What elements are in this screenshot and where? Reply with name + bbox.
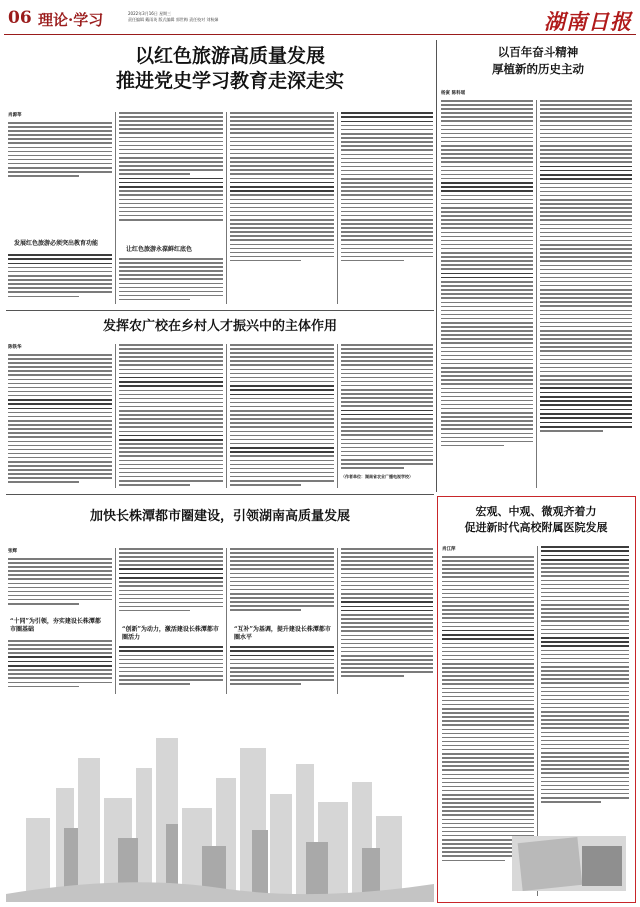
article-4-column-2b	[119, 646, 223, 692]
article-1-headline-line-1: 以红色旅游高质量发展	[134, 45, 325, 67]
masthead	[4, 6, 636, 35]
article-1-subhead-1: 发展红色旅游必须突出教育功能	[14, 240, 99, 247]
masthead-editors: 责任编辑 戴雨英 版式编辑 郭世梅 责任校对 刘秋娣	[128, 17, 219, 22]
article-5-byline: 肖江萍	[442, 547, 456, 552]
article-4-column-2	[119, 548, 223, 618]
article-4-column-4	[341, 548, 433, 692]
article-5-photo	[512, 836, 626, 891]
section-rule	[6, 310, 434, 311]
article-1-column-1b	[8, 254, 112, 302]
article-3-headline: 发挥农广校在乡村人才振兴中的主体作用	[102, 319, 337, 334]
article-1-headline	[40, 44, 420, 94]
article-5-headline	[440, 504, 632, 536]
article-1-column-2b	[119, 258, 223, 304]
section-title: 理论·学习	[38, 11, 104, 29]
masthead-info	[128, 11, 338, 23]
column-divider	[115, 548, 116, 694]
article-1-column-3	[230, 112, 334, 304]
article-4-byline: 张辉	[8, 549, 17, 554]
column-divider	[226, 548, 227, 694]
article-2-headline-line-2: 厚植新的历史主动	[492, 62, 584, 76]
section-divider	[436, 40, 437, 492]
article-4-headline: 加快长株潭都市圈建设，引领湖南高质量发展	[89, 509, 350, 524]
photo-background	[582, 846, 622, 886]
article-4-column-1b	[8, 640, 112, 692]
article-1-column-4	[341, 112, 433, 304]
article-3-column-3	[230, 344, 334, 486]
column-divider	[226, 344, 227, 488]
section-rule	[6, 494, 434, 495]
article-4-column-3b	[230, 646, 334, 692]
column-divider	[536, 100, 537, 488]
city-skyline-illustration	[6, 698, 434, 902]
article-3-column-4	[341, 344, 433, 470]
article-1-column-1	[8, 122, 112, 234]
article-4-subhead-3: “互补”为基调，提升建设长株潭都市圈水平	[234, 626, 331, 641]
article-3-column-2	[119, 344, 223, 486]
column-divider	[115, 112, 116, 304]
article-4-subhead-2: “创新”为动力，激活建设长株潭都市圈活力	[122, 626, 219, 641]
newspaper-logo: 湖南日报	[544, 9, 632, 34]
photo-calligraphy-scroll	[518, 837, 583, 891]
article-2-headline	[448, 44, 628, 78]
article-2-headline-line-1: 以百年奋斗精神	[497, 45, 579, 59]
article-4-column-1	[8, 558, 112, 612]
article-5-headline-line-2: 促进新时代高校附属医院发展	[464, 521, 608, 534]
article-1-subhead-2: 让红色旅游永葆鲜红底色	[126, 246, 193, 253]
article-2-column-1	[441, 100, 533, 488]
article-3-byline: 陈铁华	[8, 345, 22, 350]
article-5-headline-line-1: 宏观、中观、微观齐着力	[475, 505, 597, 518]
article-3-column-1	[8, 354, 112, 486]
article-4-subhead-1: “十同”为引领，夯实建设长株潭都市圈基础	[10, 618, 101, 633]
column-divider	[226, 112, 227, 304]
column-divider	[337, 548, 338, 694]
article-1-headline-line-2: 推进党史学习教育走深走实	[115, 70, 344, 92]
article-1-column-2	[119, 112, 223, 240]
page-number: 06	[8, 8, 32, 28]
column-divider	[337, 344, 338, 488]
article-1-byline: 肖源莘	[8, 113, 22, 118]
column-divider	[337, 112, 338, 304]
article-4-column-3	[230, 548, 334, 618]
column-divider	[115, 344, 116, 488]
article-3-credit: （作者单位：湖南省农业广播电视学校）	[341, 474, 413, 479]
article-2-byline: 杨寅 陈科瑶	[441, 91, 466, 96]
masthead-date: 2022年3月16日 星期三	[128, 11, 172, 16]
article-2-column-2	[540, 100, 632, 488]
article-5-column-2	[541, 546, 629, 832]
